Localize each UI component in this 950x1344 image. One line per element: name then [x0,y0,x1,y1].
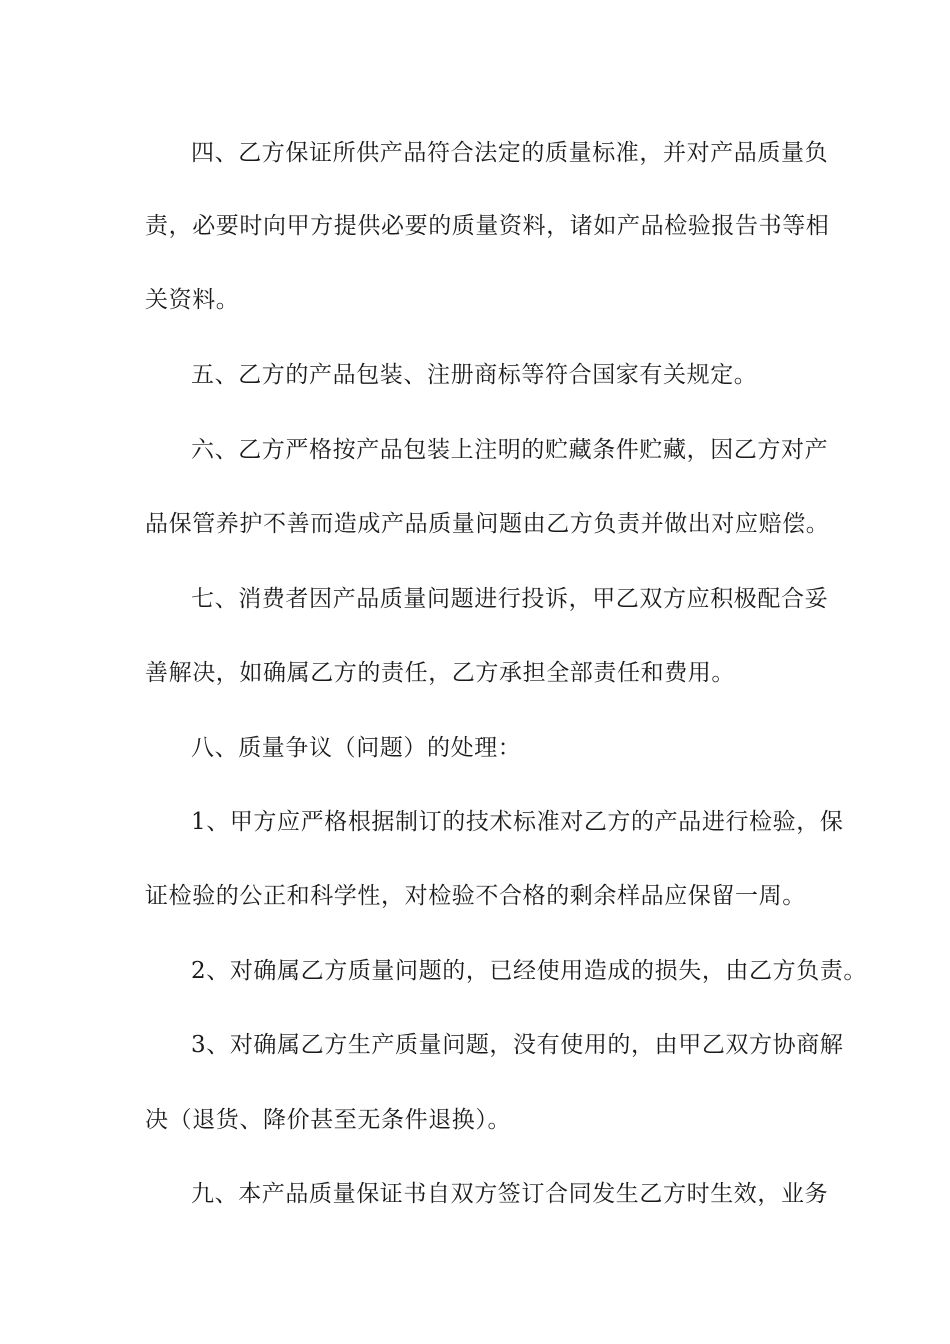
clause-8-item-1-line-2: 证检验的公正和科学性，对检验不合格的剩余样品应保留一周。 [145,883,806,909]
clause-8-item-1-line-1: 1、甲方应严格根据制订的技术标准对乙方的产品进行检验，保 [191,809,844,835]
clause-4-line-3: 关资料。 [145,287,240,313]
clause-6-line-1: 六、乙方严格按产品包装上注明的贮藏条件贮藏，因乙方对产 [191,437,829,463]
clause-8-heading: 八、质量争议（问题）的处理： [191,735,522,761]
clause-9-line-1: 九、本产品质量保证书自双方签订合同发生乙方时生效，业务 [191,1181,829,1207]
clause-4-line-2: 责，必要时向甲方提供必要的质量资料，诸如产品检验报告书等相 [145,213,830,239]
clause-8-item-2-line-1: 2、对确属乙方质量问题的，已经使用造成的损失，由乙方负责。 [191,958,868,984]
clause-5-line-1: 五、乙方的产品包装、注册商标等符合国家有关规定。 [191,362,758,388]
clause-8-item-3-line-1: 3、对确属乙方生产质量问题，没有使用的，由甲乙双方协商解 [191,1032,844,1058]
clause-8-item-3-line-2: 决（退货、降价甚至无条件退换）。 [145,1107,512,1133]
clause-7-line-1: 七、消费者因产品质量问题进行投诉，甲乙双方应积极配合妥 [191,586,829,612]
clause-4-line-1: 四、乙方保证所供产品符合法定的质量标准，并对产品质量负 [191,140,829,166]
clause-7-line-2: 善解决，如确属乙方的责任，乙方承担全部责任和费用。 [145,660,735,686]
clause-6-line-2: 品保管养护不善而造成产品质量问题由乙方负责并做出对应赔偿。 [145,511,830,537]
